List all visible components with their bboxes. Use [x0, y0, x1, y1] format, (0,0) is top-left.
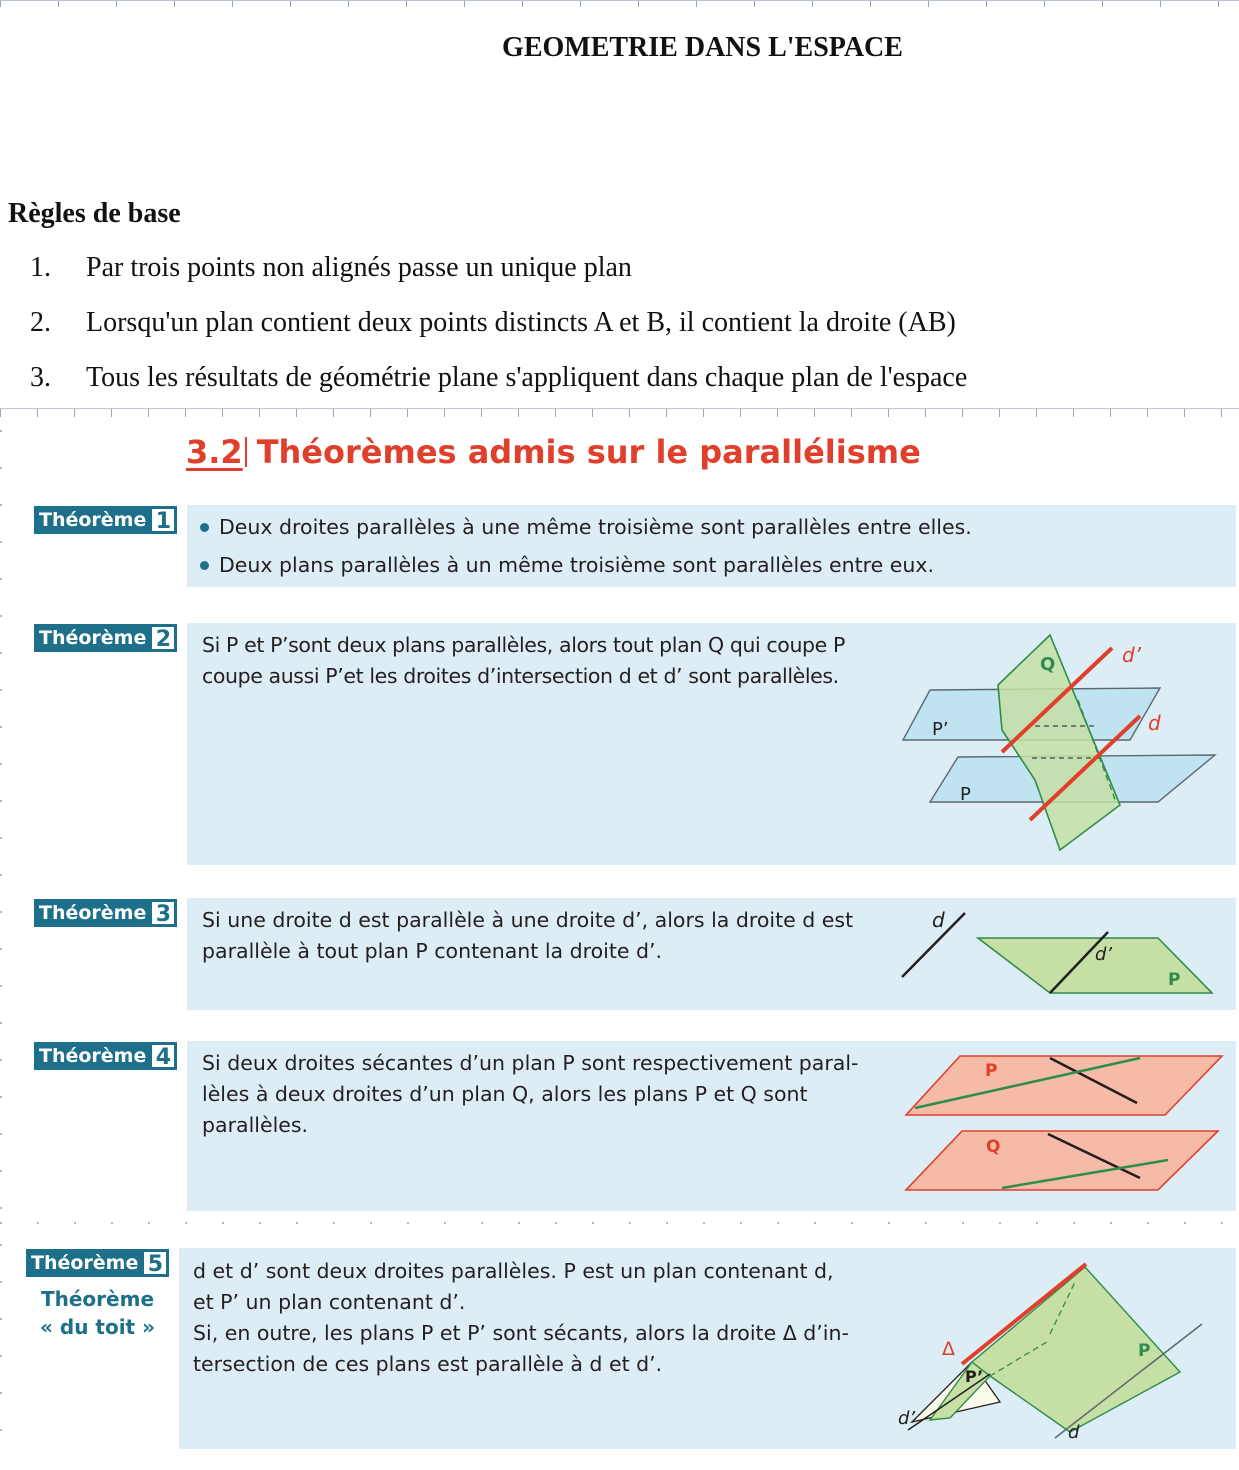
- theorem-1-bullet: Deux plans parallèles à un même troisième sont parallèles entre eux.: [200, 550, 972, 581]
- theorem-4-line: Si deux droites sécantes d’un plan P sont respectivement paral-: [202, 1051, 859, 1075]
- theorem-2-badge: [34, 624, 177, 652]
- spacer: [902, 1430, 1200, 1432]
- theorem-1-badge: [34, 506, 177, 534]
- theorem-5-badge: [26, 1249, 169, 1277]
- label-p: P: [1168, 970, 1181, 990]
- theorem-5-line: et P’ un plan contenant d’.: [193, 1290, 466, 1314]
- theorem-1-text: [200, 512, 972, 581]
- theorem-number: 2: [150, 625, 176, 651]
- theorem-5-line: tersection de ces plans est parallèle à d et d’.: [193, 1352, 663, 1376]
- theorem-4-text: [202, 1048, 858, 1141]
- theorem-label: Théorème: [39, 1045, 147, 1067]
- plane-q: [998, 635, 1120, 850]
- top-ruler-ticks: [0, 0, 1239, 7]
- theorem-label: Théorème: [39, 902, 147, 924]
- theorem-2-text: [202, 630, 845, 692]
- theorem-label: Théorème: [39, 509, 147, 531]
- rule-item: [30, 252, 632, 284]
- theorem-number: 1: [150, 507, 176, 533]
- section-number: 3.2: [186, 433, 243, 471]
- section-title-text: Théorèmes admis sur le parallélisme: [256, 433, 921, 471]
- dotted-separator: [0, 1222, 1239, 1224]
- theorem-5-line: Si, en outre, les plans P et P’ sont sécants, alors la droite Δ d’in-: [193, 1321, 849, 1345]
- theorem-5-text: [193, 1256, 849, 1380]
- label-delta: Δ: [942, 1338, 955, 1360]
- rule-number: 1.: [30, 252, 51, 283]
- rule-item: [30, 307, 956, 339]
- label-d: d: [1068, 1422, 1080, 1443]
- rule-item: [30, 362, 967, 394]
- margin-dots: [0, 430, 2, 1460]
- theorem-5-subtitle-line: Théorème: [40, 1287, 155, 1311]
- theorem-5-subtitle: [30, 1285, 165, 1341]
- theorem-2-figure: [890, 630, 1230, 860]
- rule-text: Lorsqu'un plan contient deux points distincts A et B, il contient la droite (AB): [86, 307, 956, 338]
- theorem-3-line: Si une droite d est parallèle à une droite d’, alors la droite d est: [202, 908, 854, 932]
- theorem-3-line: parallèle à tout plan P contenant la droite d’.: [202, 939, 663, 963]
- label-d: d: [1148, 711, 1161, 735]
- rule-number: 2.: [30, 307, 51, 338]
- theorem-2-line: Si P et P’sont deux plans parallèles, alors tout plan Q qui coupe P: [202, 633, 845, 657]
- page-title: GEOMETRIE DANS L'ESPACE: [502, 32, 903, 63]
- rule-number: 3.: [30, 362, 51, 393]
- theorem-label: Théorème: [39, 627, 147, 649]
- theorem-1-bullet: Deux droites parallèles à une même troisième sont parallèles entre elles.: [200, 512, 972, 543]
- label-p: P: [1138, 1341, 1151, 1361]
- theorem-number: 4: [150, 1043, 176, 1069]
- theorem-4-badge: [34, 1042, 177, 1070]
- theorem-4-figure: [900, 1048, 1230, 1198]
- label-p-prime: P’: [965, 1367, 984, 1386]
- rules-heading: Règles de base: [8, 198, 181, 229]
- theorem-3-badge: [34, 899, 177, 927]
- theorem-3-figure: [890, 905, 1230, 1005]
- theorem-5-line: d et d’ sont deux droites parallèles. P est un plan contenant d,: [193, 1259, 834, 1283]
- theorem-number: 5: [142, 1250, 168, 1276]
- page-separator: [0, 408, 1239, 427]
- section-title: [186, 433, 921, 471]
- label-d-prime: d’: [1095, 944, 1113, 965]
- theorem-4-line: lèles à deux droites d’un plan Q, alors les plans P et Q sont: [202, 1082, 808, 1106]
- label-p: P: [960, 784, 971, 805]
- theorem-3-text: [202, 905, 853, 967]
- label-d-prime: d’: [1122, 643, 1142, 667]
- label-q: Q: [1040, 654, 1056, 675]
- theorem-4-line: parallèles.: [202, 1113, 309, 1137]
- label-p: P: [985, 1061, 998, 1081]
- theorem-2-line: coupe aussi P’et les droites d’intersection d et d’ sont parallèles.: [202, 664, 839, 688]
- theorem-number: 3: [150, 900, 176, 926]
- label-q: Q: [986, 1137, 1001, 1157]
- theorem-label: Théorème: [31, 1252, 139, 1274]
- label-p-prime: P’: [932, 719, 949, 740]
- spacer: [910, 1422, 1190, 1424]
- label-d: d: [932, 908, 945, 932]
- label-d-prime: d’: [898, 1408, 916, 1429]
- theorem-5-subtitle-line: « du toit »: [40, 1315, 155, 1339]
- rule-text: Par trois points non alignés passe un unique plan: [86, 252, 632, 283]
- rule-text: Tous les résultats de géométrie plane s'appliquent dans chaque plan de l'espace: [86, 362, 968, 393]
- theorem-5-figure: [890, 1252, 1235, 1444]
- section-bar: [245, 437, 247, 467]
